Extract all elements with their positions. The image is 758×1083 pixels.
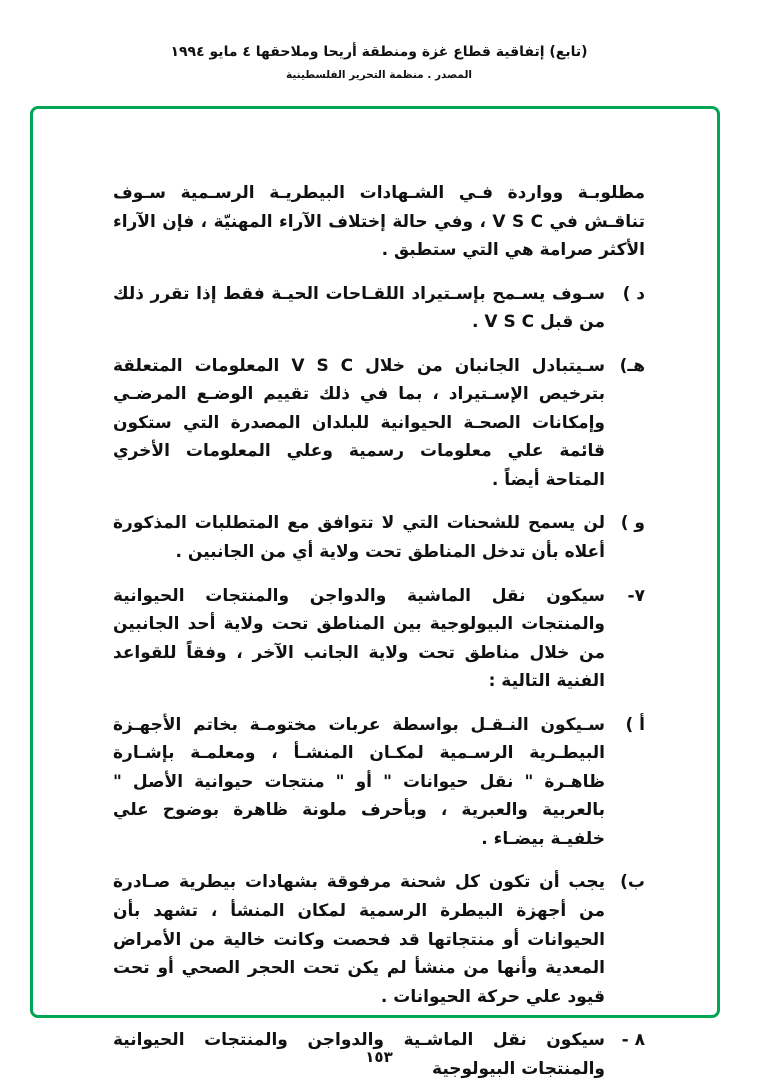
list-marker: ٧- (627, 585, 645, 606)
list-marker: د ) (622, 283, 645, 304)
paragraph-text: سيكون نقل الماشـية والدواجن والمنتجات الحيوانية والمنتجات البيولوجية (113, 1030, 605, 1079)
paragraph (113, 352, 645, 495)
list-marker: و ) (620, 513, 645, 534)
paragraph (113, 582, 645, 696)
paragraph (113, 868, 645, 1011)
paragraph-text: مطلوبـة وواردة فـي الشـهادات البيطريـة الرسـمية سـوف تناقـش في V S C ، وفي حالة إختلاف الآراء المهنيّة ، فإن الآراء الأكثر صرامة هي التي ستطبق . (113, 183, 645, 261)
document-source: المصدر . منظمة التحرير الفلسطينية (286, 69, 472, 81)
paragraph-text: سيكون نقل الماشية والدواجن والمنتجات الحيوانية والمنتجات البيولوجية بين المناطق تحت ولاية أحد الجانبين من خلال مناطق تحت ولاية الجانب الآخر ، وفقاً للقواعد الفنية التالية : (113, 585, 605, 692)
list-marker: ٨ - (621, 1030, 645, 1051)
paragraph (113, 509, 645, 566)
paragraph-text: سـيكون النـقـل بواسطة عربات مختومـة بخاتم الأجهـزة البيطـرية الرسـمية لمكـان المنشـأ ، ومعلمـة بإشـارة ظاهـرة " نقل حيوانات " أو " منتجات حيوانية الأصل " بالعربية والعبرية ، وبأحرف ملونة ظاهرة بوضوح علي خلفيـة بيضـاء . (113, 714, 605, 849)
list-marker: هـ) (619, 355, 645, 376)
paragraph-text: سـوف يسـمح بإسـتيراد اللقـاحات الحيـة فقط إذا تقرر ذلك من قبل V S C . (113, 283, 605, 333)
paragraph (113, 280, 645, 337)
paragraph (113, 711, 645, 854)
page-header (0, 44, 758, 81)
paragraph-list (113, 179, 645, 1083)
list-marker: ب) (620, 872, 645, 893)
paragraph-text: سـيتبادل الجانبان من خلال V S C المعلومات المتعلقة بترخيص الإسـتيراد ، بما في ذلك تقييم الوضـع المرضـي وإمكانات الصحـة الحيوانية للبلدان المصدرة التي ستكون قائمة علي معلومات رسمية وعلي المعلومات الأخري المتاحة أيضاً . (113, 355, 605, 490)
paragraph (113, 179, 645, 265)
paragraph-text: يجب أن تكون كل شحنة مرفوقة بشهادات بيطرية صـادرة من أجهزة البيطرة الرسمية لمكان المنشأ ، تشهد بأن الحيوانات أو منتجاتها قد فحصت وكانت خالية من الأمراض المعدية وأنها من منشأ لم يكن تحت الحجر الصحي أو تحت قيود علي حركة الحيوانات . (113, 872, 605, 1007)
document-title: (تابع) إتفاقية قطاع غزة ومنطقة أريحا وملاحقها ٤ مايو ١٩٩٤ (170, 44, 588, 60)
list-marker: أ ) (625, 714, 645, 735)
paragraph-text: لن يسمح للشحنات التي لا تتوافق مع المتطلبات المذكورة أعلاه بأن تدخل المناطق تحت ولاية أي من الجانبين . (113, 513, 605, 563)
page-number: ١٥٣ (365, 1048, 393, 1066)
